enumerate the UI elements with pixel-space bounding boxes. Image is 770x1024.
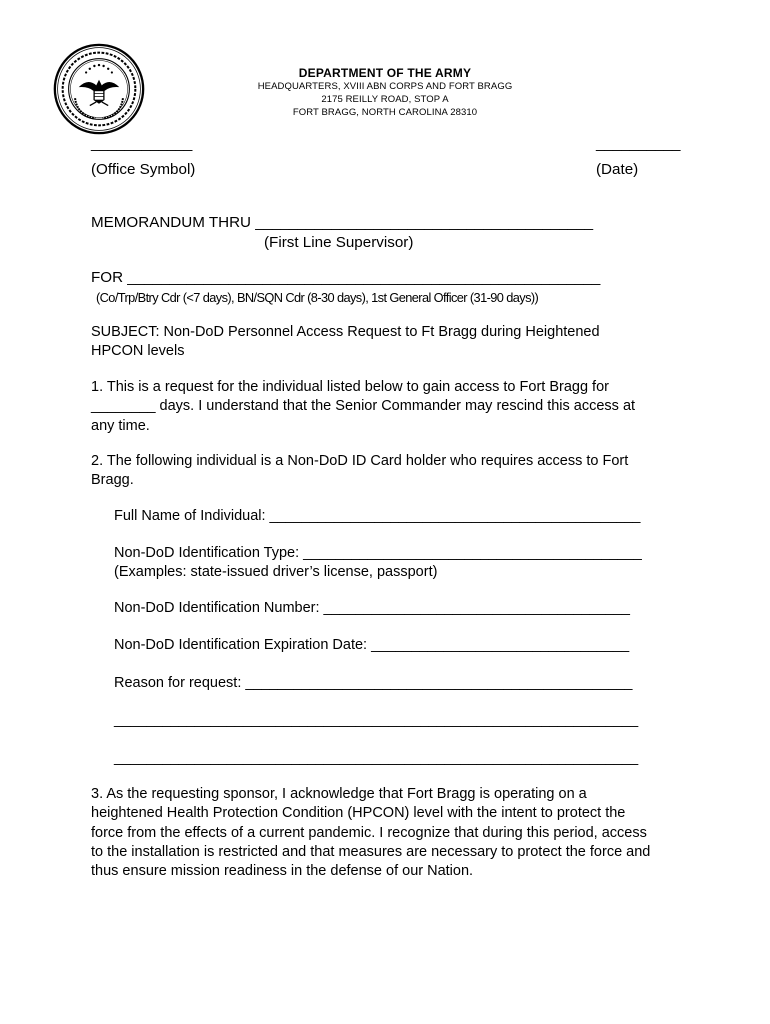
date-label: (Date): [596, 161, 639, 178]
paragraph-1-line-3: any time.: [91, 417, 150, 434]
paragraph-1-line-1: 1. This is a request for the individual listed below to gain access to Fort Bragg for: [91, 379, 609, 395]
office-symbol-blank[interactable]: ____________: [91, 135, 193, 152]
memorandum-thru-line[interactable]: MEMORANDUM THRU ________________________________________: [91, 214, 594, 231]
paragraph-3-line-4: to the installation is restricted and that measures are necessary to protect the force and: [91, 843, 651, 860]
date-blank[interactable]: __________: [596, 135, 681, 152]
department-of-defense-seal-icon: [53, 43, 145, 135]
paragraph-2-line-1: 2. The following individual is a Non-DoD ID Card holder who requires access to Fort: [91, 453, 629, 469]
paragraph-1: [91, 378, 681, 436]
subject-line-1: SUBJECT: Non-DoD Personnel Access Request to Ft Bragg during Heightened: [91, 324, 600, 340]
reason-field-line-3[interactable]: _________________________________________________________________: [114, 750, 639, 766]
paragraph-3-line-5: thus ensure mission readiness in the defense of our Nation.: [91, 863, 474, 880]
id-type-field[interactable]: Non-DoD Identification Type: __________________________________________: [114, 545, 642, 561]
reason-field[interactable]: Reason for request: ________________________________________________: [114, 675, 633, 691]
paragraph-3-line-2: heightened Health Protection Condition (HPCON) level with the intent to protect the: [91, 805, 626, 822]
paragraph-3-line-1: 3. As the requesting sponsor, I acknowledge that Fort Bragg is operating on a: [91, 786, 587, 802]
id-expiration-field[interactable]: Non-DoD Identification Expiration Date: ________________________________: [114, 637, 630, 653]
reason-field-line-2[interactable]: _________________________________________________________________: [114, 712, 639, 728]
id-number-field[interactable]: Non-DoD Identification Number: ______________________________________: [114, 600, 630, 616]
subject: [91, 323, 681, 362]
paragraph-2: [91, 452, 681, 491]
letterhead: [200, 66, 570, 119]
paragraph-3-line-3: force from the effects of a current pandemic. I recognize that during this period, access: [91, 824, 647, 841]
full-name-field[interactable]: Full Name of Individual: ______________________________________________: [114, 508, 641, 524]
letterhead-title: DEPARTMENT OF THE ARMY: [298, 66, 472, 80]
letterhead-line-2: 2175 REILLY ROAD, STOP A: [321, 94, 449, 105]
memorandum-for-line[interactable]: FOR ________________________________________________________: [91, 269, 601, 286]
paragraph-3: [91, 785, 681, 881]
id-type-examples: (Examples: state-issued driver’s license, passport): [114, 564, 438, 580]
paragraph-2-line-2: Bragg.: [91, 472, 134, 489]
letterhead-line-1: HEADQUARTERS, XVIII ABN CORPS AND FORT BRAGG: [257, 81, 513, 92]
paragraph-1-line-2[interactable]: ________ days. I understand that the Senior Commander may rescind this access at: [91, 398, 636, 415]
letterhead-line-3: FORT BRAGG, NORTH CAROLINA 28310: [292, 107, 478, 118]
subject-line-2: HPCON levels: [91, 343, 185, 360]
office-symbol-label: (Office Symbol): [91, 161, 196, 178]
memorandum-thru-caption: (First Line Supervisor): [264, 234, 414, 251]
memorandum-for-caption: (Co/Trp/Btry Cdr (<7 days), BN/SQN Cdr (8-30 days), 1st General Officer (31-90 days)): [96, 290, 539, 305]
